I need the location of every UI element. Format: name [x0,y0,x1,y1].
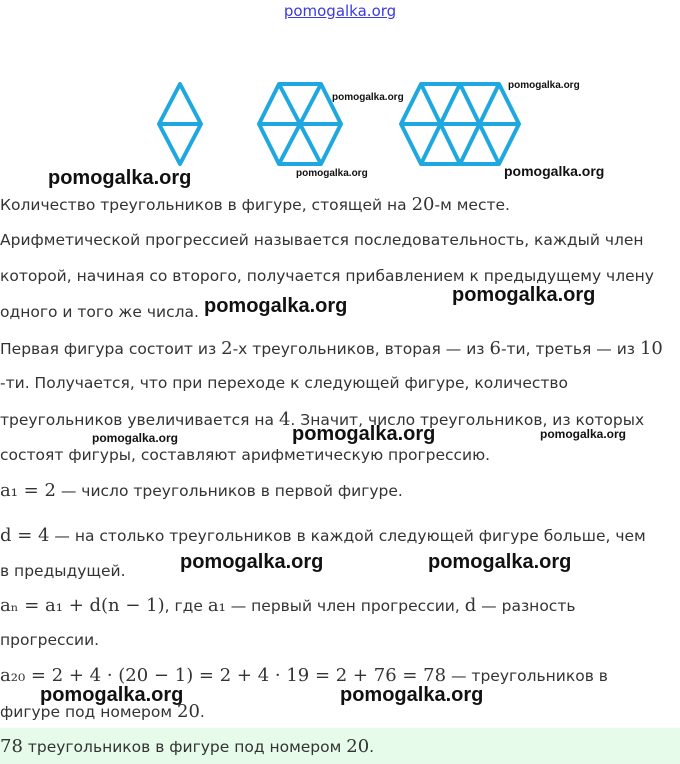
line-observation-1: Первая фигура состоит из 2-х треугольников, вторая — из 6-ти, третья — из 10 [0,338,663,359]
line-observation-2: -ти. Получается, что при переходе к следующей фигуре, количество [0,374,569,392]
watermark: pomogalka.org [204,295,348,317]
watermark: pomogalka.org [428,551,572,573]
watermark: pomogalka.org [40,684,184,706]
line-question: Количество треугольников в фигуре, стоящей на 20-м месте. [0,194,510,215]
watermark: pomogalka.org [48,167,192,189]
watermark: pomogalka.org [292,423,436,445]
watermark: pomogalka.org [92,431,179,445]
line-observation-4: состоят фигуры, составляют арифметическую прогрессию. [0,446,491,464]
watermark: pomogalka.org [504,163,605,179]
line-calculation: a₂₀ = 2 + 4 · (20 − 1) = 2 + 4 · 19 = 2 + 76 = 78 — треугольников в [0,665,608,686]
line-formula: aₙ = a₁ + d(n − 1), где a₁ — первый член прогрессии, d — разность [0,595,576,616]
line-difference-cont: в предыдущей. [0,562,126,580]
watermark: pomogalka.org [180,551,324,573]
line-definition-3: одного и того же числа. [0,303,199,321]
answer-box [0,728,680,764]
line-difference: d = 4 — на столько треугольников в каждой следующей фигуре больше, чем [0,525,646,546]
figure-3 [401,84,519,164]
watermark: pomogalka.org [508,80,580,91]
line-definition-1: Арифметической прогрессией называется последовательность, каждый член [0,231,644,249]
watermark: pomogalka.org [452,284,596,306]
line-calculation-cont: фигуре под номером 20. [0,701,205,722]
answer-text: 78 треугольников в фигуре под номером 20. [0,736,375,757]
watermark: pomogalka.org [296,168,368,179]
watermark: pomogalka.org [540,427,627,441]
line-definition-2: которой, начиная со второго, получается прибавлением к предыдущему члену [0,267,654,285]
figure-1 [159,84,201,164]
line-formula-cont: прогрессии. [0,631,100,649]
line-first-term: a₁ = 2 — число треугольников в первой фигуре. [0,480,403,501]
line-observation-3: треугольников увеличивается на 4. Значит, число треугольников, из которых [0,409,645,430]
site-link[interactable]: pomogalka.org [283,2,397,20]
watermark: pomogalka.org [332,92,404,103]
watermark: pomogalka.org [340,684,484,706]
figure-2 [259,84,341,164]
